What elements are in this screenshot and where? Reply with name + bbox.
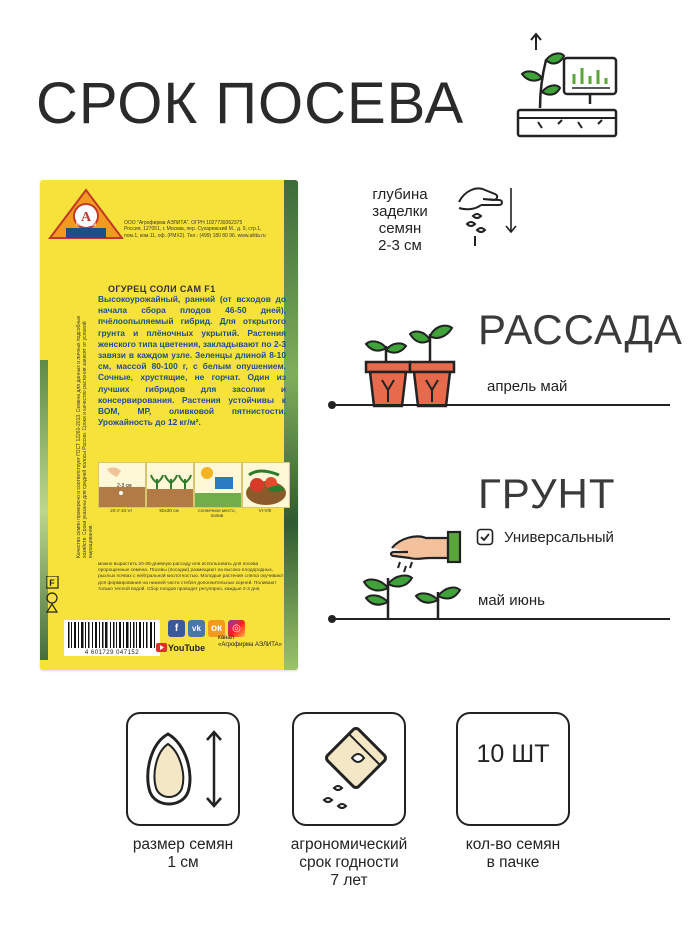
watering-tile (194, 462, 242, 508)
card-label-line: кол-во семян (465, 836, 561, 853)
channel-name: «Агрофирма АЭЛИТА» (218, 642, 282, 648)
facebook-icon: f (168, 620, 185, 637)
tile-label: 20.V-10.VI (110, 508, 132, 513)
svg-text:А: А (80, 210, 92, 225)
hand-planting-icon (360, 522, 470, 622)
ground-divider (334, 618, 670, 620)
aelita-logo-icon (46, 186, 126, 246)
seed-packet-image (40, 180, 298, 670)
svg-text:F: F (49, 578, 55, 588)
seed-bag-icon (294, 714, 404, 824)
channel-info (218, 635, 298, 649)
card-label-line: 1 см (167, 854, 199, 871)
sowing-tile (98, 462, 146, 508)
tile-depth-label: 2-3 см (117, 483, 132, 489)
sprout-analytics-icon (512, 30, 622, 142)
packet-instructions: можно вырастить 20-25-дневную рассаду или использовать для посева пророщенные семена. Посевы (посадки) размещают на высоко-плодородных, рыхлых почвах с нейтральной кислотностью. Молодые растения слегка окучивают для формирования на нижней части стебля дополнительных корней. Поливают только теплой водой. Сбор плодов проводят регулярно, каждые 2-3 дня. (98, 562, 284, 592)
logo-city: Москва (75, 222, 97, 228)
seedling-title: РАССАДА (478, 306, 683, 353)
card-label-line: агрономический (290, 836, 408, 853)
depth-line: семян (378, 220, 422, 237)
sowing-depth-label (350, 186, 450, 254)
packet-pictograms (98, 462, 290, 518)
seed-size-card (126, 712, 240, 826)
ground-months: май июнь (478, 592, 545, 609)
channel-label: канал (218, 635, 235, 641)
product-title: ОГУРЕЦ СОЛИ САМ F1 (108, 284, 216, 294)
hand-sowing-depth-icon (455, 180, 517, 246)
card-label-line: срок годности (299, 854, 399, 871)
seedling-divider (334, 404, 670, 406)
seed-count-label (438, 836, 588, 872)
product-description: Высокоурожайный, ранний (от всходов до начала сбора плодов 46-50 дней), пчёлоопыляемый гибрид. Для открытого грунта и плёночных укрытий. Растения женского типа цветения, закладывают по 2-3 завязи в каждом узле. Зеленцы длиной 8-10 см, массой 80-100 г, с белым опушением. Сочные, хрустящие, не горчат. Один из лучших гибридов для засолки и консервирования. Растения устойчивы к ВОМ, МР, оливковой пятнистости. Урожайность до 12 кг/м². (98, 294, 286, 428)
shelf-life-label (262, 836, 436, 890)
harvest-tile (242, 462, 290, 508)
packet-photo-strip (284, 180, 298, 670)
seed-count-value: 10 ШТ (476, 740, 550, 768)
shelf-life-card (292, 712, 406, 826)
card-label-line: размер семян (132, 836, 234, 853)
ground-title: ГРУНТ (478, 470, 616, 517)
vertical-note-text: Качество семян проверено и соответствует ГОСТ 12260-2013. Семена для данных и личных подсобных хозяйств. Сроки указаны для средней полосы России. Сроки и качество растения зависят от условий выращивания. (76, 315, 94, 558)
youtube-play-icon (156, 643, 167, 652)
seedling-months: апрель май (487, 378, 568, 395)
seedlings-spacing-icon (147, 463, 193, 507)
sun-watering-icon (195, 463, 241, 507)
packet-vertical-note (48, 298, 94, 558)
seed-size-label (108, 836, 258, 872)
tile-label: VI-VIII (258, 508, 272, 513)
company-line: ООО "Агрофирма АЭЛИТА". ОГРН 1027739362375 (124, 220, 243, 226)
vk-icon: vk (188, 620, 205, 637)
company-line: Россия, 127051, г. Москва, пер. Сухаревский М., д. 9, стр.1, (124, 226, 262, 233)
instagram-icon: ◎ (228, 620, 245, 637)
company-line: пом.1, ком.11, оф. (РМХ2). Тел.: (499) 180 80 96. www.ailita.ru (124, 232, 266, 239)
barcode-number: 4 601729 047152 (84, 650, 140, 656)
barcode-icon (64, 620, 160, 650)
tile-label: 50x30 см (159, 508, 179, 513)
depth-line: 2-3 см (378, 237, 422, 254)
checkbox-checked-icon (476, 528, 494, 546)
tile-label: солнечное место, полив (198, 508, 236, 518)
youtube-label: YouTube (168, 643, 206, 653)
seed-count-card (456, 712, 570, 826)
seedling-pots-icon (360, 318, 460, 410)
card-label-line: 7 лет (330, 872, 368, 889)
spacing-tile (146, 462, 194, 508)
page-title: СРОК ПОСЕВА (36, 71, 465, 136)
harvest-basket-icon (243, 463, 289, 507)
depth-line: глубина (372, 186, 428, 203)
company-info (124, 220, 284, 239)
depth-line: заделки (372, 203, 428, 220)
certification-marks-icon (46, 576, 60, 616)
odnoklassniki-icon: ок (208, 620, 225, 637)
seed-size-icon (128, 714, 238, 824)
card-label-line: в пачке (486, 854, 540, 871)
soil-type: Универсальный (504, 529, 614, 546)
